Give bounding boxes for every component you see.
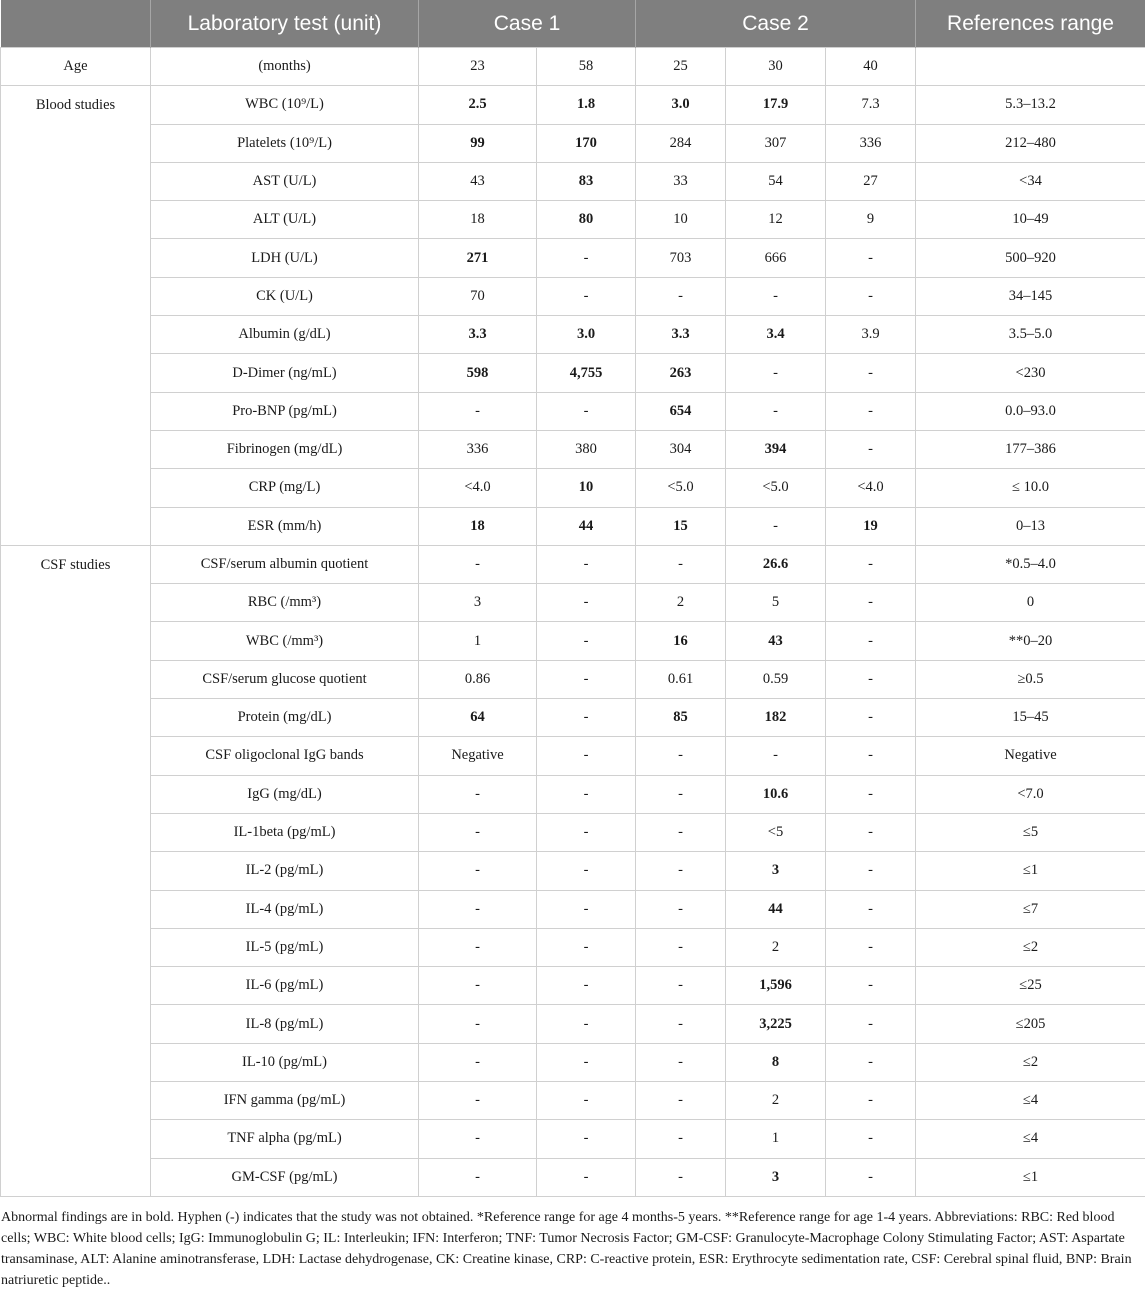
test-name: CSF/serum glucose quotient [151,660,419,698]
reference-range: 34–145 [916,277,1145,315]
result-value: - [826,622,916,660]
result-value: <5.0 [726,469,826,507]
table-row [1,239,1145,277]
result-value: - [537,737,636,775]
reference-range: ≤ 10.0 [916,469,1145,507]
result-value: - [726,737,826,775]
result-value: Negative [419,737,537,775]
reference-range: **0–20 [916,622,1145,660]
result-value: 703 [636,239,726,277]
table-row [1,699,1145,737]
result-value: - [636,1082,726,1120]
result-value: 3.3 [419,316,537,354]
table-row [1,162,1145,200]
table-row [1,507,1145,545]
test-name: CSF oligoclonal IgG bands [151,737,419,775]
result-value: 18 [419,507,537,545]
reference-range: ≤7 [916,890,1145,928]
result-value: 284 [636,124,726,162]
test-name: Pro-BNP (pg/mL) [151,392,419,430]
result-value: - [419,1158,537,1196]
result-value: 33 [636,162,726,200]
result-value: 8 [726,1043,826,1081]
result-value: - [826,890,916,928]
result-value: - [826,545,916,583]
reference-range: ≤1 [916,852,1145,890]
result-value: - [826,967,916,1005]
result-value: - [636,1120,726,1158]
result-value: 2 [726,928,826,966]
table-row [1,545,1145,583]
age-value: 30 [726,48,826,86]
test-name: IL-5 (pg/mL) [151,928,419,966]
test-name: ALT (U/L) [151,201,419,239]
result-value: - [537,813,636,851]
test-name: IgG (mg/dL) [151,775,419,813]
result-value: - [419,545,537,583]
result-value: 3 [419,584,537,622]
test-name: Albumin (g/dL) [151,316,419,354]
result-value: 2 [726,1082,826,1120]
header-case-1: Case 1 [419,0,636,48]
result-value: 7.3 [826,86,916,124]
reference-range: 0 [916,584,1145,622]
result-value: - [726,392,826,430]
table-row [1,1082,1145,1120]
age-value: 25 [636,48,726,86]
result-value: 15 [636,507,726,545]
result-value: 43 [726,622,826,660]
group-label: Blood studies [1,86,151,546]
age-value: 40 [826,48,916,86]
result-value: 10.6 [726,775,826,813]
result-value: - [537,239,636,277]
table-row [1,775,1145,813]
result-value: - [537,699,636,737]
table-row [1,852,1145,890]
result-value: - [537,1158,636,1196]
table-row [1,392,1145,430]
result-value: - [537,852,636,890]
header-test: Laboratory test (unit) [151,0,419,48]
result-value: - [537,277,636,315]
reference-range: *0.5–4.0 [916,545,1145,583]
result-value: - [537,890,636,928]
test-name: Fibrinogen (mg/dL) [151,430,419,468]
result-value: 0.59 [726,660,826,698]
table-row [1,124,1145,162]
result-value: - [826,354,916,392]
result-value: 64 [419,699,537,737]
test-name: IL-1beta (pg/mL) [151,813,419,851]
reference-range: ≤5 [916,813,1145,851]
result-value: - [419,813,537,851]
result-value: - [636,1005,726,1043]
test-name: IL-2 (pg/mL) [151,852,419,890]
result-value: 182 [726,699,826,737]
result-value: - [826,813,916,851]
result-value: 10 [636,201,726,239]
reference-range: 0–13 [916,507,1145,545]
table-row [1,622,1145,660]
table-header-row [1,0,1145,48]
test-name: D-Dimer (ng/mL) [151,354,419,392]
reference-range: ≤205 [916,1005,1145,1043]
result-value: 1.8 [537,86,636,124]
result-value: 336 [419,430,537,468]
table-row [1,354,1145,392]
table-row [1,737,1145,775]
result-value: - [419,775,537,813]
result-value: - [826,277,916,315]
result-value: - [826,1158,916,1196]
result-value: - [826,1120,916,1158]
header-empty [1,0,151,48]
result-value: - [537,1043,636,1081]
test-name: RBC (/mm³) [151,584,419,622]
reference-range: <34 [916,162,1145,200]
result-value: 3.9 [826,316,916,354]
result-value: 0.61 [636,660,726,698]
reference-range: 0.0–93.0 [916,392,1145,430]
result-value: 3.0 [537,316,636,354]
result-value: 54 [726,162,826,200]
result-value: - [826,392,916,430]
table-row [1,1158,1145,1196]
result-value: 12 [726,201,826,239]
reference-range: ≤4 [916,1120,1145,1158]
test-name: CRP (mg/L) [151,469,419,507]
table-row [1,967,1145,1005]
result-value: <5.0 [636,469,726,507]
result-value: 263 [636,354,726,392]
result-value: 271 [419,239,537,277]
result-value: - [826,584,916,622]
table-row [1,316,1145,354]
test-name: IFN gamma (pg/mL) [151,1082,419,1120]
result-value: 27 [826,162,916,200]
result-value: <4.0 [419,469,537,507]
reference-range: ≤2 [916,928,1145,966]
age-value: 23 [419,48,537,86]
result-value: 70 [419,277,537,315]
result-value: <5 [726,813,826,851]
result-value: 3.0 [636,86,726,124]
result-value: - [419,928,537,966]
result-value: - [826,430,916,468]
result-value: 170 [537,124,636,162]
reference-range: 5.3–13.2 [916,86,1145,124]
result-value: - [826,928,916,966]
result-value: - [636,967,726,1005]
result-value: - [826,737,916,775]
test-name: GM-CSF (pg/mL) [151,1158,419,1196]
table-row-age [1,48,1145,86]
result-value: 18 [419,201,537,239]
table-row [1,584,1145,622]
result-value: 5 [726,584,826,622]
result-value: 666 [726,239,826,277]
group-label: CSF studies [1,545,151,1196]
reference-range: 500–920 [916,239,1145,277]
reference-range: <230 [916,354,1145,392]
result-value: - [419,1082,537,1120]
result-value: 598 [419,354,537,392]
result-value: - [419,392,537,430]
result-value: 3,225 [726,1005,826,1043]
result-value: - [826,1043,916,1081]
test-name: Protein (mg/dL) [151,699,419,737]
test-name: IL-8 (pg/mL) [151,1005,419,1043]
result-value: - [636,1043,726,1081]
header-reference: References range [916,0,1145,48]
result-value: 83 [537,162,636,200]
table-row [1,928,1145,966]
result-value: - [537,660,636,698]
result-value: - [636,775,726,813]
result-value: - [419,967,537,1005]
result-value: - [537,928,636,966]
result-value: - [419,890,537,928]
result-value: - [537,392,636,430]
test-name: CSF/serum albumin quotient [151,545,419,583]
table-row [1,890,1145,928]
reference-range: 3.5–5.0 [916,316,1145,354]
test-name: TNF alpha (pg/mL) [151,1120,419,1158]
result-value: - [726,354,826,392]
reference-range: ≤4 [916,1082,1145,1120]
result-value: - [636,890,726,928]
table-row [1,1005,1145,1043]
result-value: - [636,277,726,315]
reference-range: ≥0.5 [916,660,1145,698]
result-value: 3.4 [726,316,826,354]
result-value: 1 [419,622,537,660]
test-name: Platelets (10⁹/L) [151,124,419,162]
test-name: AST (U/L) [151,162,419,200]
test-name: LDH (U/L) [151,239,419,277]
reference-range: 10–49 [916,201,1145,239]
result-value: - [826,699,916,737]
result-value: 0.86 [419,660,537,698]
result-value: 99 [419,124,537,162]
result-value: - [419,852,537,890]
result-value: - [826,775,916,813]
result-value: 85 [636,699,726,737]
result-value: - [419,1120,537,1158]
reference-range: ≤2 [916,1043,1145,1081]
result-value: - [537,545,636,583]
result-value: 26.6 [726,545,826,583]
result-value: 44 [537,507,636,545]
result-value: - [419,1005,537,1043]
table-row [1,813,1145,851]
result-value: 3 [726,852,826,890]
table-row [1,86,1145,124]
result-value: 10 [537,469,636,507]
result-value: - [537,1005,636,1043]
result-value: 4,755 [537,354,636,392]
result-value: 3 [726,1158,826,1196]
test-name: WBC (10⁹/L) [151,86,419,124]
test-name: ESR (mm/h) [151,507,419,545]
reference-range: <7.0 [916,775,1145,813]
result-value: - [826,239,916,277]
result-value: 80 [537,201,636,239]
result-value: 43 [419,162,537,200]
result-value: 19 [826,507,916,545]
reference-range: ≤1 [916,1158,1145,1196]
result-value: 3.3 [636,316,726,354]
result-value: - [826,660,916,698]
result-value: 304 [636,430,726,468]
table-row [1,277,1145,315]
result-value: 1 [726,1120,826,1158]
reference-range: 177–386 [916,430,1145,468]
result-value: - [636,852,726,890]
result-value: 307 [726,124,826,162]
result-value: - [636,928,726,966]
table-footnote: Abnormal findings are in bold. Hyphen (-) indicates that the study was not obtained. *Reference range for age 4 months-5 years. **Reference range for age 1-4 years. Abbreviations: RBC: Red blood cells; WBC: White blood cells; IgG: Immunoglobulin G; IL: Interleukin; IFN: Interferon; TNF: Tumor Necrosis Factor; GM-CSF: Granulocyte-Macrophage Colony Stimulating Factor; AST: Aspartate transaminase, ALT: Alanine aminotransferase, LDH: Lactase dehydrogenase, CK: Creatine kinase, CRP: C-reactive protein, ESR: Erythrocyte sedimentation rate, CSF: Cerebral spinal fluid, BNP: Brain natriuretic peptide.. [0,1197,1141,1291]
result-value: 44 [726,890,826,928]
result-value: - [636,545,726,583]
result-value: 380 [537,430,636,468]
age-value: 58 [537,48,636,86]
result-value: - [826,852,916,890]
result-value: 1,596 [726,967,826,1005]
result-value: - [537,1120,636,1158]
table-row [1,1043,1145,1081]
result-value: 336 [826,124,916,162]
result-value: 2.5 [419,86,537,124]
test-name: IL-10 (pg/mL) [151,1043,419,1081]
result-value: - [826,1082,916,1120]
result-value: - [826,1005,916,1043]
table-row [1,201,1145,239]
reference-range: 212–480 [916,124,1145,162]
result-value: 9 [826,201,916,239]
result-value: 16 [636,622,726,660]
result-value: 17.9 [726,86,826,124]
result-value: - [636,1158,726,1196]
result-value: - [636,813,726,851]
reference-range: 15–45 [916,699,1145,737]
result-value: - [636,737,726,775]
result-value: - [537,622,636,660]
group-label-age: Age [1,48,151,86]
reference-range: Negative [916,737,1145,775]
reference-range: ≤25 [916,967,1145,1005]
result-value: - [419,1043,537,1081]
result-value: - [537,775,636,813]
result-value: - [537,584,636,622]
table-row [1,430,1145,468]
result-value: - [537,1082,636,1120]
age-range [916,48,1145,86]
result-value: - [537,967,636,1005]
test-name: WBC (/mm³) [151,622,419,660]
result-value: <4.0 [826,469,916,507]
result-value: - [726,507,826,545]
result-value: 654 [636,392,726,430]
result-value: - [726,277,826,315]
table-body [1,48,1145,1197]
table-row [1,660,1145,698]
test-name: IL-6 (pg/mL) [151,967,419,1005]
result-value: 394 [726,430,826,468]
result-value: 2 [636,584,726,622]
test-name: IL-4 (pg/mL) [151,890,419,928]
table-row [1,1120,1145,1158]
table-row [1,469,1145,507]
test-name: CK (U/L) [151,277,419,315]
age-unit: (months) [151,48,419,86]
header-case-2: Case 2 [636,0,916,48]
